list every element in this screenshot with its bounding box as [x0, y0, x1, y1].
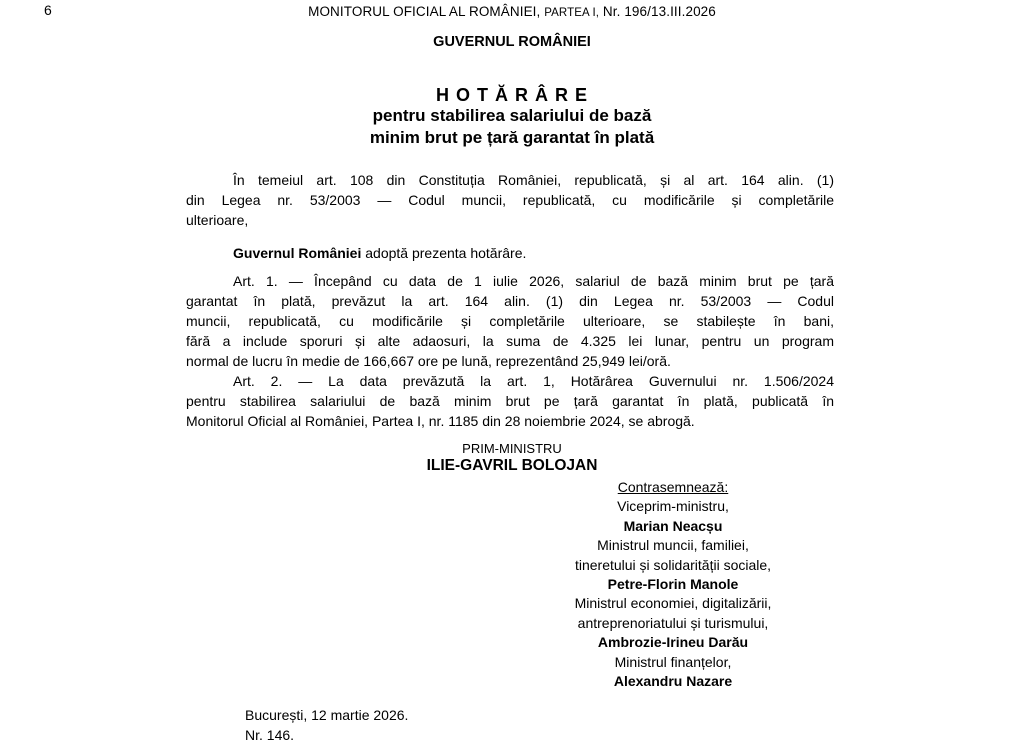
- countersigner-role: Ministrul muncii, familiei,: [597, 537, 749, 554]
- act-subtitle-line-1: pentru stabilirea salariului de bază: [372, 106, 652, 125]
- countersign-heading: Contrasemnează:: [617, 479, 729, 495]
- prime-minister-signature: [0, 441, 1024, 475]
- place-and-date: București, 12 martie 2026.: [245, 707, 409, 723]
- prime-minister-role: PRIM-MINISTRU: [462, 441, 562, 456]
- act-body: [186, 170, 834, 431]
- article-1-line: muncii, republicată, cu modificările și completările ulterioare, se stabilește în bani,: [186, 313, 834, 329]
- article-1-line: Art. 1. — Începând cu data de 1 iulie 2026, salariul de bază minim brut pe țară: [233, 273, 834, 289]
- gazette-part: PARTEA I,: [544, 7, 600, 19]
- act-footer: [245, 705, 408, 745]
- article-1-line: fără a include sporuri și alte adaosuri, la suma de 4.325 lei lunar, pentru un program: [186, 333, 834, 349]
- preamble-line: ulterioare,: [186, 212, 249, 228]
- countersigner-role: Ministrul economiei, digitalizării,: [574, 595, 772, 612]
- article-1-line: garantat în plată, prevăzut la art. 164 alin. (1) din Legea nr. 53/2003 — Codul: [186, 293, 834, 309]
- preamble-line: În temeiul art. 108 din Constituția României, republicată, și al art. 164 alin. (1): [233, 172, 834, 188]
- running-header: [0, 4, 1024, 19]
- article-2-line: pentru stabilirea salariului de bază minim brut pe țară garantat în plată, publicată în: [186, 393, 834, 409]
- article-1-line: normal de lucru în medie de 166,667 ore pe lună, reprezentând 25,949 lei/oră.: [186, 353, 671, 369]
- article-2-line: Art. 2. — La data prevăzută la art. 1, Hotărârea Guvernului nr. 1.506/2024: [233, 373, 834, 389]
- gazette-title: MONITORUL OFICIAL AL ROMÂNIEI,: [308, 4, 541, 19]
- enactment-text: adoptă prezenta hotărâre.: [365, 245, 527, 261]
- countersigner-role: Viceprim-ministru,: [617, 498, 729, 515]
- prime-minister-name: ILIE-GAVRIL BOLOJAN: [426, 457, 598, 474]
- enactment-issuer: Guvernul României: [233, 245, 362, 261]
- countersigner-role: Ministrul finanțelor,: [614, 653, 732, 670]
- act-type-title: H O T Ă R Â R E: [435, 85, 588, 105]
- gazette-issue: Nr. 196/13.III.2026: [602, 4, 716, 19]
- act-number: Nr. 146.: [245, 727, 295, 743]
- countersigner-name: Marian Neacșu: [623, 517, 723, 534]
- countersigner-role: tineretului și solidarității sociale,: [574, 556, 772, 573]
- page-number: 6: [44, 2, 52, 18]
- countersignatures: [505, 478, 841, 691]
- countersigner-role: antreprenoriatului și turismului,: [577, 614, 769, 631]
- act-subtitle-line-2: minim brut pe țară garantat în plată: [369, 128, 655, 147]
- act-subtitle: [0, 105, 1024, 149]
- countersigner-name: Alexandru Nazare: [613, 673, 733, 690]
- countersigner-name: Petre-Florin Manole: [607, 576, 739, 593]
- countersigner-name: Ambrozie-Irineu Darău: [597, 634, 749, 651]
- issuer-heading: GUVERNUL ROMÂNIEI: [433, 34, 591, 50]
- enactment-line: [186, 243, 834, 263]
- preamble-line: din Legea nr. 53/2003 — Codul muncii, republicată, cu modificările și completările: [186, 192, 834, 208]
- article-2-line: Monitorul Oficial al României, Partea I, nr. 1185 din 28 noiembrie 2024, se abrogă.: [186, 413, 695, 429]
